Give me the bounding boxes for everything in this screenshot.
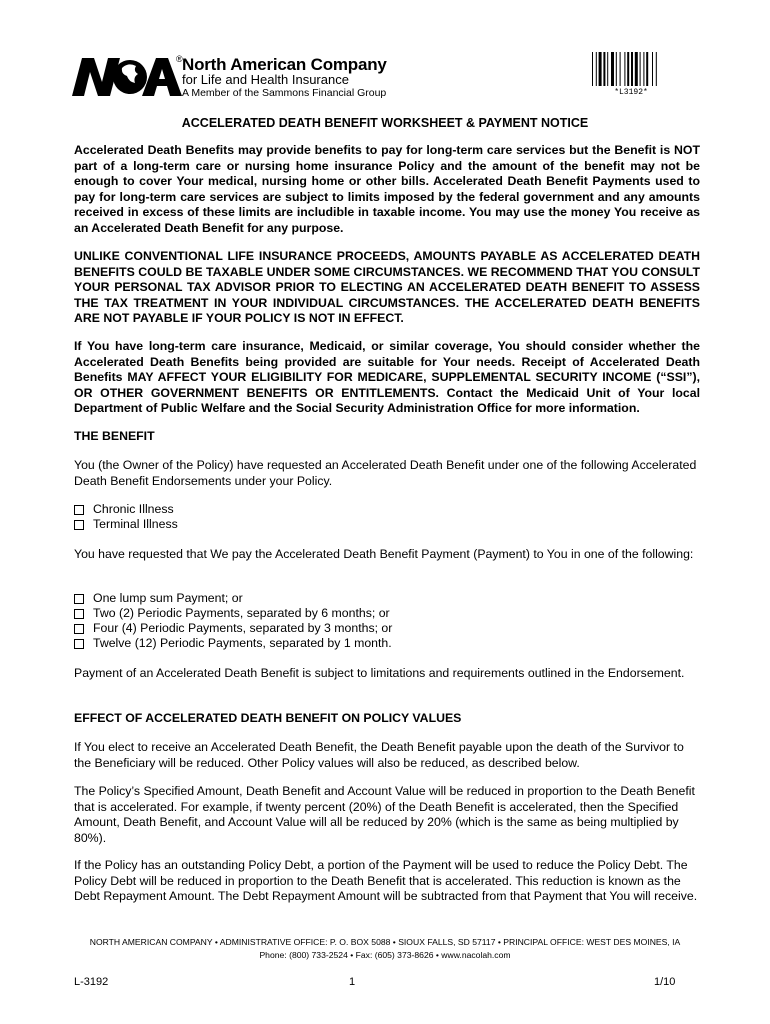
checkbox-label: Two (2) Periodic Payments, separated by 6 months; or (93, 606, 390, 620)
barcode (592, 52, 670, 86)
effect-heading: EFFECT OF ACCELERATED DEATH BENEFIT ON POLICY VALUES (74, 711, 462, 725)
payment-option (74, 636, 392, 651)
barcode-bar (607, 52, 608, 86)
revision-date: 1/10 (654, 976, 676, 988)
barcode-bar (599, 52, 602, 86)
payment-option-checklist (74, 591, 392, 651)
barcode-bar (616, 52, 617, 86)
barcode-bar (646, 52, 648, 86)
checkbox-label: Twelve (12) Periodic Payments, separated by 1 month. (93, 636, 392, 650)
endorsement-option (74, 517, 178, 532)
terminal-illness-checkbox[interactable] (74, 520, 84, 530)
payment-option (74, 606, 392, 621)
barcode-bar (640, 52, 641, 86)
intro-paragraph-1: Accelerated Death Benefits may provide benefits to pay for long-term care services but the Benefit is NOT part of a long-term care or nursing home insurance Policy and the amount of the benefit may not be enough to cover Your medical, nursing home or other bills. Accelerated Death Benefit Payments used to pay for long-term care services are subject to limits imposed by the federal government and any amounts received in excess of these limits are includible in taxable income. You may use the money You receive as an Accelerated Death Benefit for any purpose. (74, 143, 700, 235)
payment-option (74, 591, 392, 606)
checkbox-label: Four (4) Periodic Payments, separated by 3 months; or (93, 621, 393, 635)
payment-option (74, 621, 392, 636)
company-logo (72, 52, 182, 98)
payment-request-text: You have requested that We pay the Accelerated Death Benefit Payment (Payment) to You in one of the following: (74, 547, 694, 561)
barcode-bar (652, 52, 653, 86)
footer-address: NORTH AMERICAN COMPANY • ADMINISTRATIVE OFFICE: P. O. BOX 5088 • SIOUX FALLS, SD 57117 • PRINCIPAL OFFICE: WEST DES MOINES, IA (89, 937, 681, 947)
effect-paragraph-2: The Policy’s Specified Amount, Death Benefit and Account Value will be reduced in proportion to the Death Benefit that is accelerated. For example, if twenty percent (20%) of the Death Benefit is accelerated, then the Specified Amount, Death Benefit, and Account Value will all be reduced by 20% (which is the same as being multiplied by 80%). (74, 784, 695, 845)
company-member-line: A Member of the Sammons Financial Group (182, 87, 387, 99)
benefit-request-text: You (the Owner of the Policy) have requested an Accelerated Death Benefit under one of the following Accelerated Death Benefit Endorsements under your Policy. (74, 458, 697, 488)
endorsement-checklist (74, 502, 178, 532)
barcode-bar (603, 52, 605, 86)
barcode-bar (631, 52, 633, 86)
company-subtitle: for Life and Health Insurance (182, 72, 349, 87)
checkbox-label: Terminal Illness (93, 517, 178, 531)
footer-contact: Phone: (800) 733-2524 • Fax: (605) 373-8626 • www.nacolah.com (259, 950, 511, 960)
chronic-illness-checkbox[interactable] (74, 505, 84, 515)
barcode-bar (627, 52, 629, 86)
barcode-bar (624, 52, 625, 86)
registered-mark: ® (176, 54, 183, 64)
endorsement-option (74, 502, 178, 517)
document-title: ACCELERATED DEATH BENEFIT WORKSHEET & PAYMENT NOTICE (181, 116, 589, 130)
page-number: 1 (349, 976, 356, 988)
effect-paragraph-3: If the Policy has an outstanding Policy Debt, a portion of the Payment will be used to reduce the Policy Debt. The Policy Debt will be reduced in proportion to the Death Benefit that is accelerated. This reduction is known as the Debt Repayment Amount. The Debt Repayment Amount will be subtracted from that Payment that You will receive. (74, 858, 698, 903)
form-number: L-3192 (74, 976, 109, 988)
company-name: North American Company (182, 55, 387, 74)
lump-sum-checkbox[interactable] (74, 594, 84, 604)
four-payments-checkbox[interactable] (74, 624, 84, 634)
barcode-bar (643, 52, 644, 86)
limitations-text: Payment of an Accelerated Death Benefit is subject to limitations and requirements outlined in the Endorsement. (74, 666, 685, 680)
intro-paragraph-3: If You have long-term care insurance, Medicaid, or similar coverage, You should consider whether the Accelerated Death Benefits being provided are suitable for Your needs. Receipt of Accelerated Death Benefits MAY AFFECT YOUR ELIGIBILITY FOR MEDICARE, SUPPLEMENTAL SECURITY INCOME (“SSI”), OR OTHER GOVERNMENT BENEFITS OR ENTITLEMENTS. Contact the Medicaid Unit of Your local Department of Public Welfare and the Social Security Administration Office for more information. (74, 339, 700, 415)
barcode-bar (596, 52, 597, 86)
effect-paragraph-1: If You elect to receive an Accelerated Death Benefit, the Death Benefit payable upon the death of the Survivor to the Beneficiary will be reduced. Other Policy values will also be reduced, as described below. (74, 740, 684, 770)
benefit-heading: THE BENEFIT (74, 429, 155, 443)
two-payments-checkbox[interactable] (74, 609, 84, 619)
barcode-bar (656, 52, 657, 86)
intro-paragraph-2: UNLIKE CONVENTIONAL LIFE INSURANCE PROCEEDS, AMOUNTS PAYABLE AS ACCELERATED DEATH BENEFITS COULD BE TAXABLE UNDER SOME CIRCUMSTANCES. WE RECOMMEND THAT YOU CONSULT YOUR PERSONAL TAX ADVISOR PRIOR TO ELECTING AN ACCELERATED DEATH BENEFIT TO ASSESS THE TAX TREATMENT IN YOUR INDIVIDUAL CIRCUMSTANCES. THE ACCELERATED DEATH BENEFITS ARE NOT PAYABLE IF YOUR POLICY IS NOT IN EFFECT. (74, 249, 700, 325)
checkbox-label: Chronic Illness (93, 502, 174, 516)
twelve-payments-checkbox[interactable] (74, 639, 84, 649)
barcode-bar (611, 52, 614, 86)
barcode-text: *L3192* (614, 88, 648, 97)
checkbox-label: One lump sum Payment; or (93, 591, 243, 605)
barcode-bar (592, 52, 593, 86)
barcode-bar (635, 52, 638, 86)
barcode-bar (620, 52, 621, 86)
